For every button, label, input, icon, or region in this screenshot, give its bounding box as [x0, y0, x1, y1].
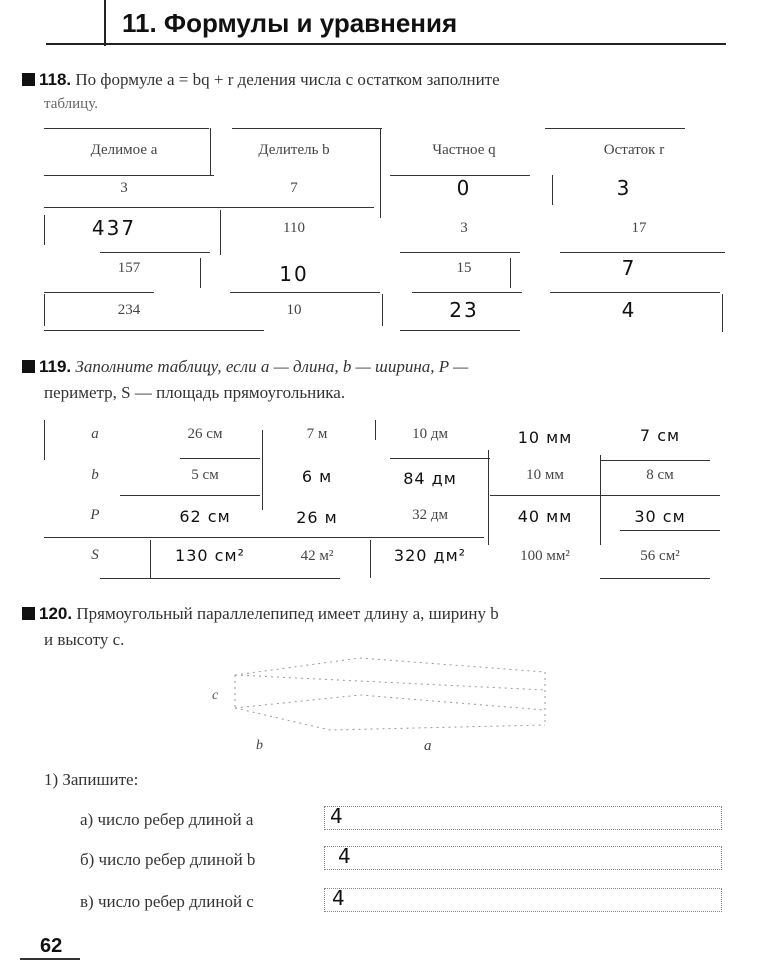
table-118-answer: 4	[621, 298, 637, 322]
table-118-cell: 3	[120, 180, 128, 196]
table-119-row-label: b	[91, 467, 99, 483]
table-119-cell: 10 дм	[412, 426, 448, 442]
task-marker-icon	[22, 360, 35, 373]
table-118-answer: 23	[449, 298, 479, 322]
task-120-subtask: 1) Запишите:	[44, 770, 139, 789]
answer-field[interactable]	[324, 806, 722, 830]
table-118-cell: 17	[631, 220, 647, 236]
task-119-line2: периметр, S — площадь прямоугольника.	[44, 383, 346, 402]
table-119-cell: 10 мм	[526, 467, 564, 483]
answer-field[interactable]	[324, 888, 722, 912]
answer-label: а) число ребер длиной a	[80, 810, 254, 829]
table-118-header: Делимое a	[90, 142, 158, 158]
task-118-line1	[22, 70, 500, 90]
table-119-cell: 56 см²	[640, 548, 680, 564]
figure-label-a: a	[424, 738, 432, 754]
table-119-answer: 6 м	[301, 467, 333, 486]
table-118-header: Остаток r	[603, 142, 665, 158]
figure-label-c: c	[212, 688, 219, 703]
table-119-row-label: a	[91, 426, 99, 442]
table-118-answer: 10	[279, 262, 309, 286]
table-118-header: Частное q	[432, 142, 496, 158]
task-120-text: Прямоугольный параллелепипед имеет длину a, ширину b	[76, 604, 499, 623]
task-120-line1	[22, 604, 499, 624]
parallelepiped-figure	[200, 650, 560, 750]
answer-value: 4	[338, 844, 353, 868]
table-119-answer: 130 см²	[175, 546, 245, 565]
table-119-cell: 8 см	[646, 467, 674, 483]
table-119-cell: 32 дм	[412, 507, 448, 523]
table-119-cell: 42 м²	[300, 548, 334, 564]
table-118-answer: 0	[456, 176, 472, 200]
table-119-answer: 26 м	[296, 508, 338, 527]
page-number: 62	[40, 935, 63, 957]
task-119-line1	[22, 357, 468, 377]
table-118-cell: 7	[290, 180, 298, 196]
table-118-cell: 110	[283, 220, 305, 236]
table-118-answer: 3	[616, 176, 632, 200]
page-title: 11. Формулы и уравнения	[122, 8, 458, 38]
table-119-answer: 320 дм²	[393, 546, 467, 565]
table-119-cell: 100 мм²	[520, 548, 570, 564]
task-118-line2: таблицу.	[44, 96, 98, 112]
table-119-row-label: P	[90, 507, 100, 523]
table-118-cell: 157	[117, 260, 141, 276]
table-119-answer: 30 см	[634, 507, 686, 526]
page-number-rule	[20, 958, 80, 960]
answer-label: в) число ребер длиной c	[80, 892, 254, 911]
table-119-cell: 5 см	[191, 467, 219, 483]
table-119-answer: 84 дм	[403, 469, 457, 488]
task-118-number: 118.	[39, 70, 72, 89]
answer-value: 4	[330, 804, 345, 828]
table-119-row-label: S	[91, 547, 99, 563]
task-marker-icon	[22, 73, 35, 86]
table-119-answer: 7 см	[639, 426, 681, 445]
table-118-cell: 15	[456, 260, 472, 276]
table-118-cell: 234	[117, 302, 141, 318]
table-118-cell: 3	[460, 220, 468, 236]
answer-label: б) число ребер длиной b	[80, 850, 256, 869]
figure-label-b: b	[256, 738, 263, 753]
table-119-answer: 62 см	[179, 507, 231, 526]
table-118-answer: 437	[91, 216, 137, 240]
answer-value: 4	[332, 886, 347, 910]
table-119-answer: 10 мм	[517, 428, 573, 447]
table-119-cell: 26 см	[187, 426, 223, 442]
task-118-text: По формуле a = bq + r деления числа с остатком заполните	[75, 70, 500, 89]
table-118-cell: 10	[286, 302, 302, 318]
task-marker-icon	[22, 607, 35, 620]
table-119-answer: 40 мм	[517, 507, 573, 526]
table-118-header: Делитель b	[258, 142, 330, 158]
task-120-number: 120.	[39, 604, 73, 623]
task-120-line2: и высоту c.	[44, 630, 125, 649]
task-119-number: 119.	[39, 357, 72, 376]
table-118-answer: 7	[621, 256, 637, 280]
table-119-cell: 7 м	[306, 426, 328, 442]
answer-field[interactable]	[324, 846, 722, 870]
task-119-text: Заполните таблицу, если a — длина, b — ширина, P —	[75, 357, 469, 376]
header-rule	[46, 43, 726, 45]
header-vertical-rule	[104, 0, 106, 46]
